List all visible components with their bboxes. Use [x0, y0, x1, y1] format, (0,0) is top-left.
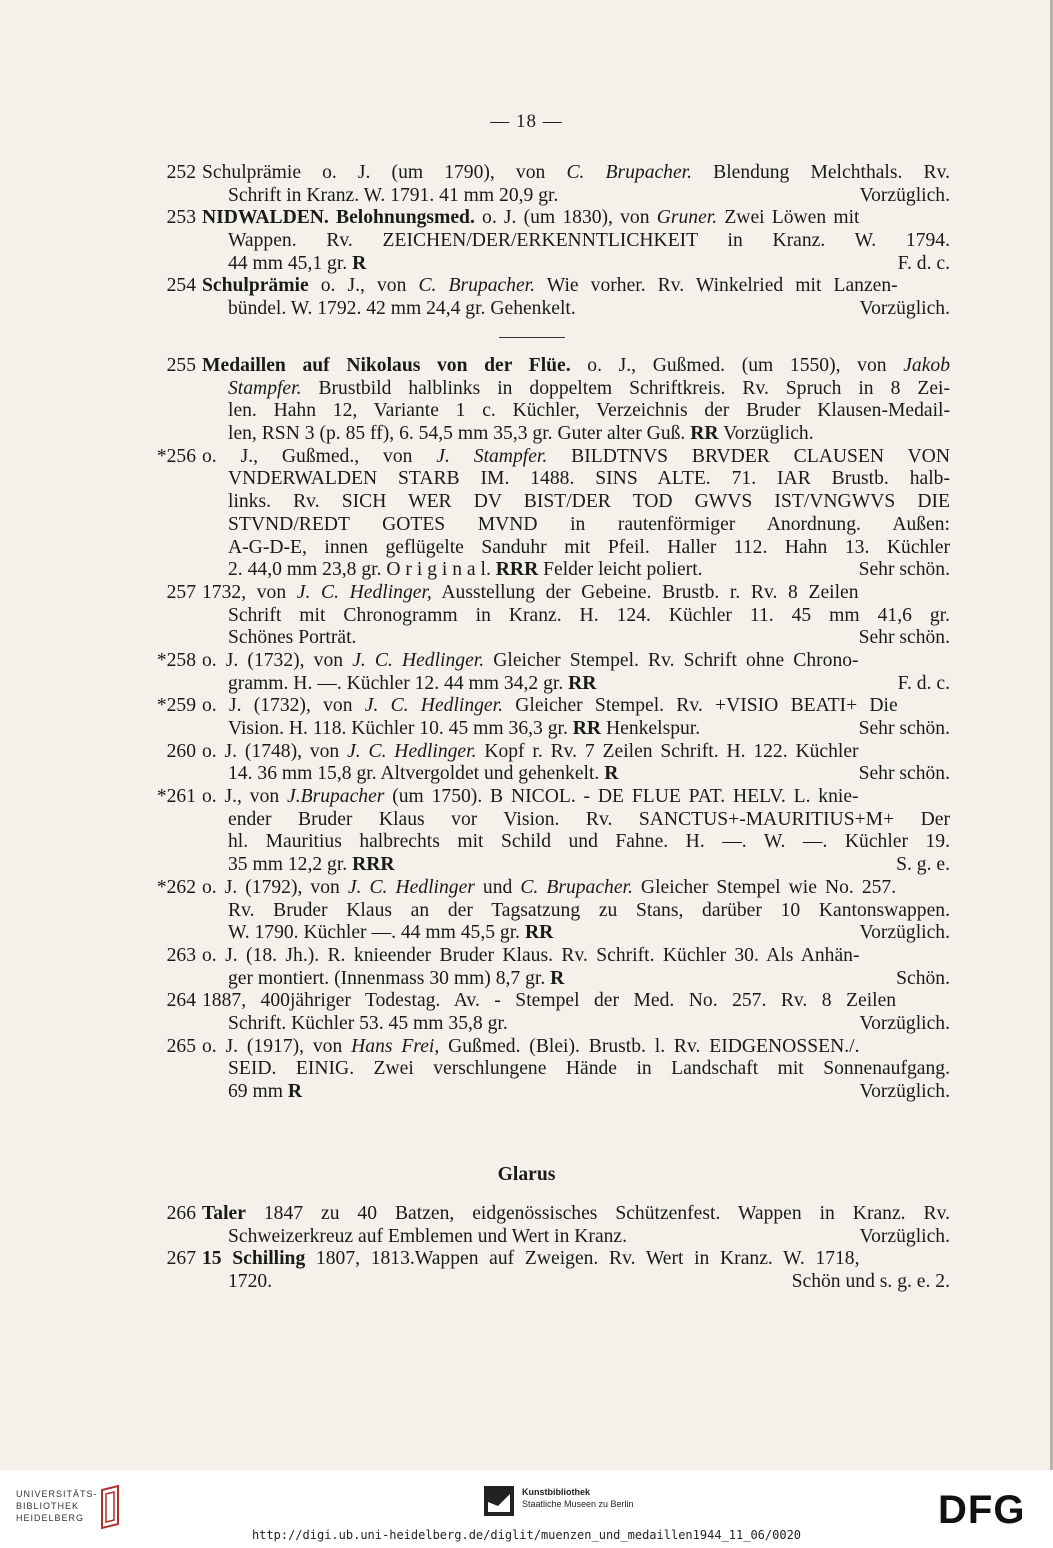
- entries-group-nidwalden-schools: [150, 162, 950, 321]
- entry-text: o. J., Gußmed., von: [202, 445, 437, 467]
- entry-line: [150, 423, 950, 446]
- entry-text: Taler: [202, 1203, 246, 1224]
- entry-text: Schweizerkreuz auf Emblemen und Wert in Kranz.: [228, 1225, 628, 1247]
- entry-text: len. Hahn 12, Variante 1 c. Küchler, Verzeichnis der Bruder Klausen-Medail-: [228, 400, 950, 422]
- entry-line: [150, 1013, 950, 1036]
- entry-text: 1807, 1813.Wappen auf Zweigen. Rv. Wert in Kranz. W. 1718,: [305, 1248, 860, 1270]
- entry-number: *259: [156, 695, 196, 717]
- entry-number: *258: [156, 649, 196, 671]
- entry-line: [150, 605, 950, 628]
- entry-grade: Sehr schön.: [858, 559, 950, 581]
- entry-line: [150, 968, 950, 991]
- entry-text: J. C. Hedlinger,: [296, 581, 432, 603]
- entries-group-glarus: [150, 1203, 950, 1294]
- entry-text: RRR: [495, 559, 539, 581]
- entry-text: Vorzüglich.: [718, 423, 814, 445]
- entry-line: [150, 673, 950, 696]
- entry-text: Wie vorher. Rv. Winkelried mit Lanzen-: [535, 275, 898, 297]
- entry-grade: Schön.: [896, 967, 950, 989]
- entry-number: 253: [166, 207, 196, 229]
- entry-line: [150, 537, 950, 560]
- entry-text: W. 1790. Küchler —. 44 mm 45,5 gr.: [228, 922, 525, 944]
- entry-line: [150, 162, 950, 185]
- entry-text: Vision. H. 118. Küchler 10. 45 mm 36,3 gr.: [228, 718, 573, 739]
- entry-text: J. C. Hedlinger.: [347, 740, 477, 762]
- catalog-entry: [150, 355, 950, 446]
- entry-line: [150, 990, 950, 1013]
- entry-text: o. J. (18. Jh.). R. knieender Bruder Klaus. Rv. Schrift. Küchler 30. Als Anhän-: [202, 944, 860, 966]
- entry-text: Gußmed. (Blei). Brustb. l. Rv. EIDGENOSSEN./.: [439, 1035, 860, 1057]
- entry-number: *256: [156, 445, 196, 467]
- entry-text: R: [352, 252, 367, 274]
- entry-number: *262: [156, 876, 196, 898]
- entry-line: [150, 1203, 950, 1226]
- source-url[interactable]: http://digi.ub.uni-heidelberg.de/diglit/muenzen_und_medaillen1944_11_06/0020: [251, 1528, 802, 1542]
- entry-text: gramm. H. —. Küchler 12. 44 mm 34,2 gr.: [228, 672, 569, 694]
- entry-grade: Vorzüglich.: [859, 922, 950, 944]
- entry-text: len, RSN 3 (p. 85 ff), 6. 54,5 mm 35,3 gr. Guter alter Guß.: [228, 423, 691, 445]
- entry-text: 69 mm: [228, 1081, 288, 1102]
- entry-text: o. J., von: [308, 275, 419, 297]
- entry-text: Zwei Löwen mit: [717, 207, 860, 229]
- entry-number: *261: [156, 786, 196, 808]
- section-separator: [499, 337, 565, 338]
- entry-text: o. J. (um 1830), von: [474, 207, 657, 229]
- catalog-entry: [150, 650, 950, 695]
- kunstbibliothek-logo-icon[interactable]: [484, 1486, 514, 1516]
- entry-text: J.Brupacher: [287, 786, 385, 808]
- entry-grade: S. g. e.: [896, 854, 950, 876]
- entry-line: [150, 718, 950, 741]
- entry-grade: Vorzüglich.: [859, 1081, 950, 1102]
- entry-line: [150, 355, 950, 378]
- entry-line: [150, 831, 950, 854]
- entry-text: RR: [572, 718, 602, 739]
- entry-text: ender Bruder Klaus vor Vision. Rv. SANCTUS+-MAURITIUS+M+ Der: [228, 808, 950, 830]
- entry-text: Henkelspur.: [601, 718, 701, 739]
- entry-line: [150, 491, 950, 514]
- entry-text: Schrift in Kranz. W. 1791. 41 mm 20,9 gr.: [228, 184, 559, 206]
- university-logo-icon[interactable]: [96, 1484, 124, 1530]
- entry-number: 265: [166, 1035, 196, 1057]
- section-heading-glarus: Glarus: [497, 1164, 556, 1185]
- entry-line: [150, 1081, 950, 1104]
- entry-grade: Vorzüglich.: [859, 1012, 950, 1034]
- page-number: — 18 —: [490, 111, 563, 132]
- entry-line: [150, 582, 950, 605]
- catalog-entry: [150, 1036, 950, 1104]
- catalog-entry: [150, 446, 950, 582]
- entry-number: 264: [166, 990, 196, 1012]
- entry-text: links. Rv. SICH WER DV BIST/DER TOD GWVS IST/VNGWVS DIE: [228, 491, 950, 513]
- entry-text: o. J., Gußmed. (um 1550), von: [570, 355, 904, 376]
- entry-text: 2. 44,0 mm 23,8 gr. O r i g i n a l.: [228, 559, 496, 581]
- entry-line: [150, 298, 950, 321]
- entry-line: [150, 854, 950, 877]
- entry-grade: F. d. c.: [897, 672, 950, 694]
- entry-line: [150, 468, 950, 491]
- entry-text: 1887, 400jähriger Todestag. Av. - Stempel der Med. No. 257. Rv. 8 Zeilen: [202, 990, 897, 1012]
- entry-grade: Sehr schön.: [858, 718, 950, 739]
- entry-line: [150, 1058, 950, 1081]
- entry-text: Wappen. Rv. ZEICHEN/DER/ERKENNTLICHKEIT in Kranz. W. 1794.: [228, 230, 950, 252]
- university-library-label[interactable]: UNIVERSITÄTS- BIBLIOTHEK HEIDELBERG: [16, 1489, 98, 1523]
- catalog-entry: [150, 207, 950, 275]
- entry-line: [150, 230, 950, 253]
- entry-number: 255: [166, 355, 196, 376]
- entry-text: BILDTNVS BRVDER CLAUSEN VON: [547, 445, 950, 467]
- entry-text: J. C. Hedlinger: [347, 876, 475, 898]
- entry-text: 1847 zu 40 Batzen, eidgenössisches Schützenfest. Wappen in Kranz. Rv.: [245, 1203, 950, 1224]
- entry-text: hl. Mauritius halbrechts mit Schild und Fahne. H. —. W. —. Küchler 19.: [228, 831, 950, 853]
- entry-text: Schrift. Küchler 53. 45 mm 35,8 gr.: [228, 1012, 508, 1034]
- entry-grade: F. d. c.: [897, 252, 950, 274]
- entry-text: RR: [524, 922, 554, 944]
- entry-line: [150, 1271, 950, 1294]
- catalog-entry: [150, 945, 950, 990]
- entry-grade: Schön und s. g. e. 2.: [791, 1271, 950, 1293]
- entry-number: 260: [166, 740, 196, 762]
- entry-grade: Sehr schön.: [858, 763, 950, 785]
- entry-text: C. Brupacher.: [520, 876, 633, 898]
- catalog-entry: [150, 695, 950, 740]
- entry-text: o. J. (1792), von: [202, 876, 348, 898]
- entry-text: Jakob: [903, 355, 950, 376]
- entry-line: [150, 559, 950, 582]
- entry-number: 263: [166, 944, 196, 966]
- entry-text: Kopf r. Rv. 7 Zeilen Schrift. H. 122. Küchler: [476, 740, 859, 762]
- entry-text: STVND/REDT GOTES MVND in rautenförmiger Anordnung. Außen:: [228, 513, 950, 535]
- entry-text: o. J. (1917), von: [202, 1035, 352, 1057]
- kunstbibliothek-label[interactable]: Kunstbibliothek Staatliche Museen zu Berlin: [522, 1487, 634, 1509]
- entry-text: 44 mm 45,1 gr.: [228, 252, 353, 274]
- entry-text: Stampfer.: [228, 377, 302, 399]
- entry-line: [150, 650, 950, 673]
- entry-text: Felder leicht poliert.: [538, 559, 703, 581]
- entry-text: ger montiert. (Innenmass 30 mm) 8,7 gr.: [228, 967, 551, 989]
- entry-text: Hans Frei,: [351, 1035, 440, 1057]
- entry-line: [150, 809, 950, 832]
- entry-text: 1720.: [228, 1271, 273, 1293]
- entry-text: Medaillen auf Nikolaus von der Flüe.: [202, 355, 571, 376]
- catalog-entry: [150, 162, 950, 207]
- entry-text: C. Brupacher.: [566, 162, 693, 183]
- entry-text: Blendung Melchthals. Rv.: [692, 162, 950, 183]
- catalog-entry: [150, 741, 950, 786]
- entry-number: 267: [166, 1248, 196, 1270]
- entry-line: [150, 1036, 950, 1059]
- entry-line: [150, 695, 950, 718]
- entry-text: Schulprämie: [202, 275, 309, 297]
- entry-line: [150, 877, 950, 900]
- entry-text: J. C. Hedlinger.: [364, 695, 503, 717]
- catalog-entry: [150, 877, 950, 945]
- entry-grade: Vorzüglich.: [859, 184, 950, 206]
- entry-text: 15 Schilling: [202, 1248, 306, 1270]
- catalog-entry: [150, 1248, 950, 1293]
- entry-line: [150, 1248, 950, 1271]
- entry-line: [150, 945, 950, 968]
- entry-text: J. C. Hedlinger.: [352, 649, 485, 671]
- entry-text: o. J. (1732), von: [202, 695, 365, 717]
- entry-text: C. Brupacher.: [418, 275, 536, 297]
- entry-text: bündel. W. 1792. 42 mm 24,4 gr. Gehenkelt.: [228, 298, 576, 320]
- entry-text: VNDERWALDEN STARB IM. 1488. SINS ALTE. 71. IAR Brustb. halb-: [228, 468, 950, 490]
- entry-text: Brustbild halblinks in doppeltem Schriftkreis. Rv. Spruch in 8 Zei-: [301, 377, 950, 399]
- entry-text: Schönes Porträt.: [228, 627, 357, 649]
- entry-line: [150, 627, 950, 650]
- entry-text: J. Stampfer.: [436, 445, 548, 467]
- entry-grade: Sehr schön.: [858, 627, 950, 649]
- catalog-entry: [150, 582, 950, 650]
- entry-text: Schrift mit Chronogramm in Kranz. H. 124. Küchler 11. 45 mm 41,6 gr.: [228, 604, 950, 626]
- entry-line: [150, 400, 950, 423]
- entry-line: [150, 253, 950, 276]
- entry-line: [150, 786, 950, 809]
- footer-bar: [0, 1470, 1053, 1548]
- catalog-entry: [150, 275, 950, 320]
- entry-text: und: [474, 876, 521, 898]
- entry-text: o. J. (1732), von: [202, 649, 353, 671]
- entry-text: (um 1750). B NICOL. - DE FLUE PAT. HELV. L. knie-: [384, 786, 859, 808]
- entry-text: RR: [568, 672, 597, 694]
- entry-text: R: [604, 763, 619, 785]
- entry-text: Gleicher Stempel. Rv. Schrift ohne Chrono-: [484, 649, 859, 671]
- entry-number: 266: [166, 1203, 196, 1224]
- catalog-entry: [150, 990, 950, 1035]
- entry-text: SEID. EINIG. Zwei verschlungene Hände in Landschaft mit Sonnenaufgang.: [228, 1058, 950, 1080]
- entry-text: R: [287, 1081, 303, 1102]
- entry-text: o. J. (1748), von: [202, 740, 348, 762]
- entry-line: [150, 207, 950, 230]
- entry-text: 1732, von: [202, 581, 297, 603]
- entry-text: 35 mm 12,2 gr.: [228, 854, 353, 876]
- dfg-logo[interactable]: DFG: [938, 1488, 1026, 1532]
- entry-number: 252: [166, 162, 196, 183]
- entry-text: Schulprämie o. J. (um 1790), von: [202, 162, 567, 183]
- entry-text: 14. 36 mm 15,8 gr. Altvergoldet und gehenkelt.: [228, 763, 605, 785]
- entry-text: NIDWALDEN. Belohnungsmed.: [202, 207, 475, 229]
- entry-line: [150, 378, 950, 401]
- entry-grade: Vorzüglich.: [859, 1225, 950, 1247]
- entry-text: Rv. Bruder Klaus an der Tagsatzung zu Stans, darüber 10 Kantonswappen.: [228, 899, 950, 921]
- entry-line: [150, 1226, 950, 1249]
- entry-number: 257: [166, 581, 196, 603]
- entry-text: RR: [690, 423, 719, 445]
- entry-text: RRR: [352, 854, 395, 876]
- catalog-entry: [150, 786, 950, 877]
- entry-line: [150, 446, 950, 469]
- entry-text: R: [550, 967, 565, 989]
- entry-text: o. J., von: [202, 786, 287, 808]
- entries-group-nikolaus-medals: [150, 355, 950, 1104]
- entry-number: 254: [166, 275, 196, 297]
- entry-text: A-G-D-E, innen geflügelte Sanduhr mit Pfeil. Haller 112. Hahn 13. Küchler: [228, 536, 950, 558]
- entry-text: Ausstellung der Gebeine. Brustb. r. Rv. 8 Zeilen: [431, 581, 859, 603]
- entry-line: [150, 185, 950, 208]
- entry-line: [150, 275, 950, 298]
- entry-line: [150, 922, 950, 945]
- entry-text: Gruner.: [656, 207, 718, 229]
- catalog-entry: [150, 1203, 950, 1248]
- entry-text: Gleicher Stempel. Rv. +VISIO BEATI+ Die: [502, 695, 898, 717]
- entry-line: [150, 763, 950, 786]
- entry-line: [150, 741, 950, 764]
- entry-line: [150, 900, 950, 923]
- entry-text: Gleicher Stempel wie No. 257.: [632, 876, 897, 898]
- entry-line: [150, 514, 950, 537]
- entry-grade: Vorzüglich.: [859, 298, 950, 320]
